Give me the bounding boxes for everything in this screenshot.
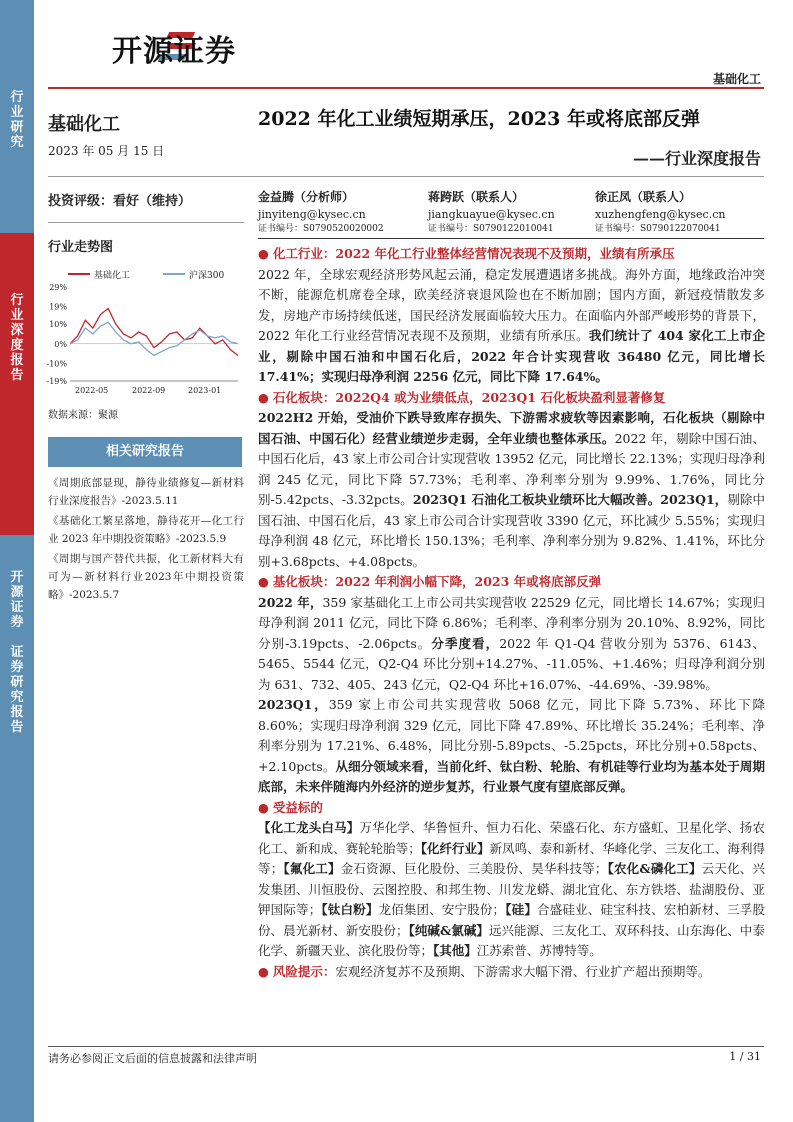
bullet-icon: ● [258, 963, 273, 979]
section-basic-chem: ● 基化板块：2022 年利润小幅下降，2023 年或将底部反弹 [258, 574, 602, 589]
x-tick-label: 2022-09 [132, 386, 166, 395]
report-title: 2022 年化工业绩短期承压，2023 年或将底部反弹 [258, 108, 700, 130]
analyst-card [258, 190, 384, 237]
analyst-name: 金益腾（分析师） [258, 190, 355, 204]
analyst-card [595, 190, 725, 237]
related-reports-heading: 相关研究报告 [48, 437, 242, 467]
y-tick-label: 29% [49, 283, 67, 292]
x-tick-label: 2022-05 [75, 386, 109, 395]
sidebar [0, 0, 34, 1122]
analyst-cert: 证书编号：S0790122070041 [595, 224, 721, 234]
report-date: 2023 年 05 月 15 日 [48, 144, 165, 158]
x-tick-label: 2023-01 [188, 386, 222, 395]
analyst-card [428, 190, 555, 237]
analyst-email[interactable]: jiangkuayue@kysec.cn [428, 208, 555, 221]
y-tick-label: -10% [46, 359, 67, 369]
bullet-icon: ● [258, 246, 273, 261]
related-reports-list [48, 474, 244, 606]
analyst-email[interactable]: jinyiteng@kysec.cn [258, 208, 366, 221]
bullet-icon: ● [258, 799, 273, 815]
sidebar-bottom-label: 开 源 证 券 证 券 研 究 报 告 [10, 570, 24, 735]
sidebar-middle-label: 行 业 深 度 报 告 [10, 293, 24, 383]
analyst-cert: 证书编号：S0790520020002 [258, 224, 384, 234]
footer-disclaimer: 请务必参阅正文后面的信息披露和法律声明 [48, 1052, 257, 1065]
footer-rule [48, 1046, 764, 1047]
header-category: 基础化工 [712, 72, 761, 86]
bullet-icon: ● [258, 574, 273, 589]
analyst-name: 蒋跨跃（联系人） [428, 190, 525, 204]
divider [258, 238, 764, 239]
series-line [70, 322, 238, 355]
section-industry: ● 化工行业：2022 年化工行业整体经营情况表现不及预期，业绩有所承压 [258, 246, 675, 261]
y-tick-label: 10% [49, 320, 67, 330]
divider [48, 222, 244, 223]
rating: 投资评级：看好（维持） [48, 194, 192, 209]
analyst-name: 徐正凤（联系人） [595, 190, 692, 204]
related-report-link[interactable]: 《基础化工繁星落地，静待花开—化工行业 2023 年中期投资策略》-2023.5.9 [48, 515, 244, 545]
analyst-cert: 证书编号：S0790122010041 [428, 224, 554, 234]
report-subtitle: ——行业深度报告 [632, 149, 761, 168]
y-tick-label: -19% [46, 377, 67, 386]
divider [48, 176, 764, 177]
brand-name: 开源证券 [112, 34, 236, 69]
sidebar-highlight [0, 233, 34, 535]
trend-title: 行业走势图 [48, 240, 114, 255]
trend-chart [40, 263, 245, 398]
analyst-email[interactable]: xuzhengfeng@kysec.cn [595, 208, 726, 221]
y-tick-label: 0% [54, 339, 67, 349]
section-petrochem: ● 石化板块：2022Q4 或为业绩低点，2023Q1 石化板块盈利显著修复 [258, 389, 666, 405]
header-rule [48, 87, 764, 89]
bullet-icon: ● [258, 389, 273, 405]
industry-label: 基础化工 [48, 114, 120, 135]
section-risk: ● 风险提示：宏观经济复苏不及预期、下游需求大幅下滑、行业扩产超出预期等。 [258, 963, 711, 979]
related-report-link[interactable]: 《周期底部显现，静待业绩修复—新材料行业深度报告》-2023.5.11 [48, 477, 244, 507]
section-beneficiaries: ● 受益标的 [258, 799, 323, 815]
data-source: 数据来源：聚源 [48, 410, 118, 421]
page-number: 1 / 31 [729, 1050, 761, 1063]
y-tick-label: 19% [49, 302, 67, 312]
related-report-link[interactable]: 《周期与国产替代共振，化工新材料大有可为—新材料行业2023年中期投资策略》-2023.5.7 [48, 553, 244, 601]
legend-label: 基础化工 [94, 271, 131, 281]
legend-label: 沪深300 [189, 271, 225, 281]
report-body: ● 化工行业：2022 年化工行业整体经营情况表现不及预期，业绩有所承压 2022 年，全球宏观经济形势风起云涌，稳定发展遭遇诸多挑战。海外方面，地缘政治冲突不断，能源危机席卷全球，欧美经济衰退风险也在不断加剧；国内方面，新冠疫情散发多发，房地产市场持续低迷，国民经济发展面临较大压力。在面临内外部严峻形势的背景下，2022 年化工行业经营情况表现不及预期，业绩有所承压。我们统计了 404 家化工上市企业，剔除中国石油和中国石化后，2022 年合计实现营收 36480 亿元，同比增长 17.41%；实现归母净利润 2256 亿元，同比下降 17.64%。 ● 石化板块：2022Q4 或为业绩低点，2023Q1 石化板块盈利显著修复 2022H2 开始，受油价下跌导致库存损失、下游需求疲软等因素影响，石化板块（剔除中国石油、中国石化）经营业绩逆步走弱，全年业绩也整体承压。2022 年，剔除中国石油、中国石化后，43 家上市公司合计实现营收 13952 亿元，同比增长 22.13%；实现归母净利润 245 亿元，同比下降 57.73%；毛利率、净利率分别为 9.99%、1.76%，同比分别-5.42pcts、-3.32pcts。2023Q1 石油化工板块业绩环比大幅改善。2023Q1，剔除中国石油、中国石化后，43 家上市公司合计实现营收 3390 亿元，环比减少 5.55%；实现归母净利润 48 亿元，环比增长 150.13%；毛利率、净利率分别为 9.82%、1.41%，环比分别+3.68pcts、+4.08pcts。 ● 基化板块：2022 年利润小幅下降，2023 年或将底部反弹 2022 年，359 家基础化工上市公司共实现营收 22529 亿元，同比增长 14.67%；实现归母净利润 2011 亿元，同比下降 6.86%；毛利率、净利率分别为 20.10%、8.92%，同比分别-3.19pcts、-2.06pcts。分季度看，2022 年 Q1-Q4 营收分别为 5376、6143、5465、5544 亿元，Q2-Q4 环比分别+14.27%、-11.05%、+1.46%；归母净利润分别为 631、732、405、243 亿元，Q2-Q4 环比+16.07%、-44.69%、-39.98%。 2023Q1，359 家上市公司共实现营收 5068 亿元，同比下降 5.73%、环比下降 8.60%；实现归母净利润 329 亿元，同比下降 47.89%、环比增长 35.24%；毛利率、净利率分别为 17.21%、6.48%，同比分别-5.89pcts、-5.25pcts，环比分别+0.58pcts、+2.10pcts。从细分领域来看，当前化纤、钛白粉、轮胎、有机硅等行业均为基本处于周期底部，未来伴随海内外经济的逆步复苏，行业景气度有望底部反弹。 ● 受益标的 【化工龙头白马】万华化学、华鲁恒升、恒力石化、荣盛石化、东方盛虹、卫星化学、扬农化工、新和成、赛轮轮胎等；【化纤行业】新凤鸣、泰和新材、华峰化学、三友化工、海利得等；【氟化工】金石资源、巨化股份、三美股份、昊华科技等；【农化&磷化工】云天化、兴发集团、川恒股份、云图控股、和邦生物、川发龙蟒、湖北宜化、东方铁塔、盐湖股份、亚钾国际等；【钛白粉】龙佰集团、安宁股份；【硅】合盛硅业、硅宝科技、宏柏新材、三孚股份、晨光新材、新安股份；【纯碱&氯碱】远兴能源、三友化工、双环科技、山东海化、中泰化学、新疆天业、滨化股份等；【其他】江苏索普、苏博特等。 ● 风险提示：宏观经济复苏不及预期、下游需求大幅下滑、行业扩产超出预期等。 [258, 244, 765, 982]
sidebar-top-label: 行 业 研 究 [10, 90, 24, 150]
